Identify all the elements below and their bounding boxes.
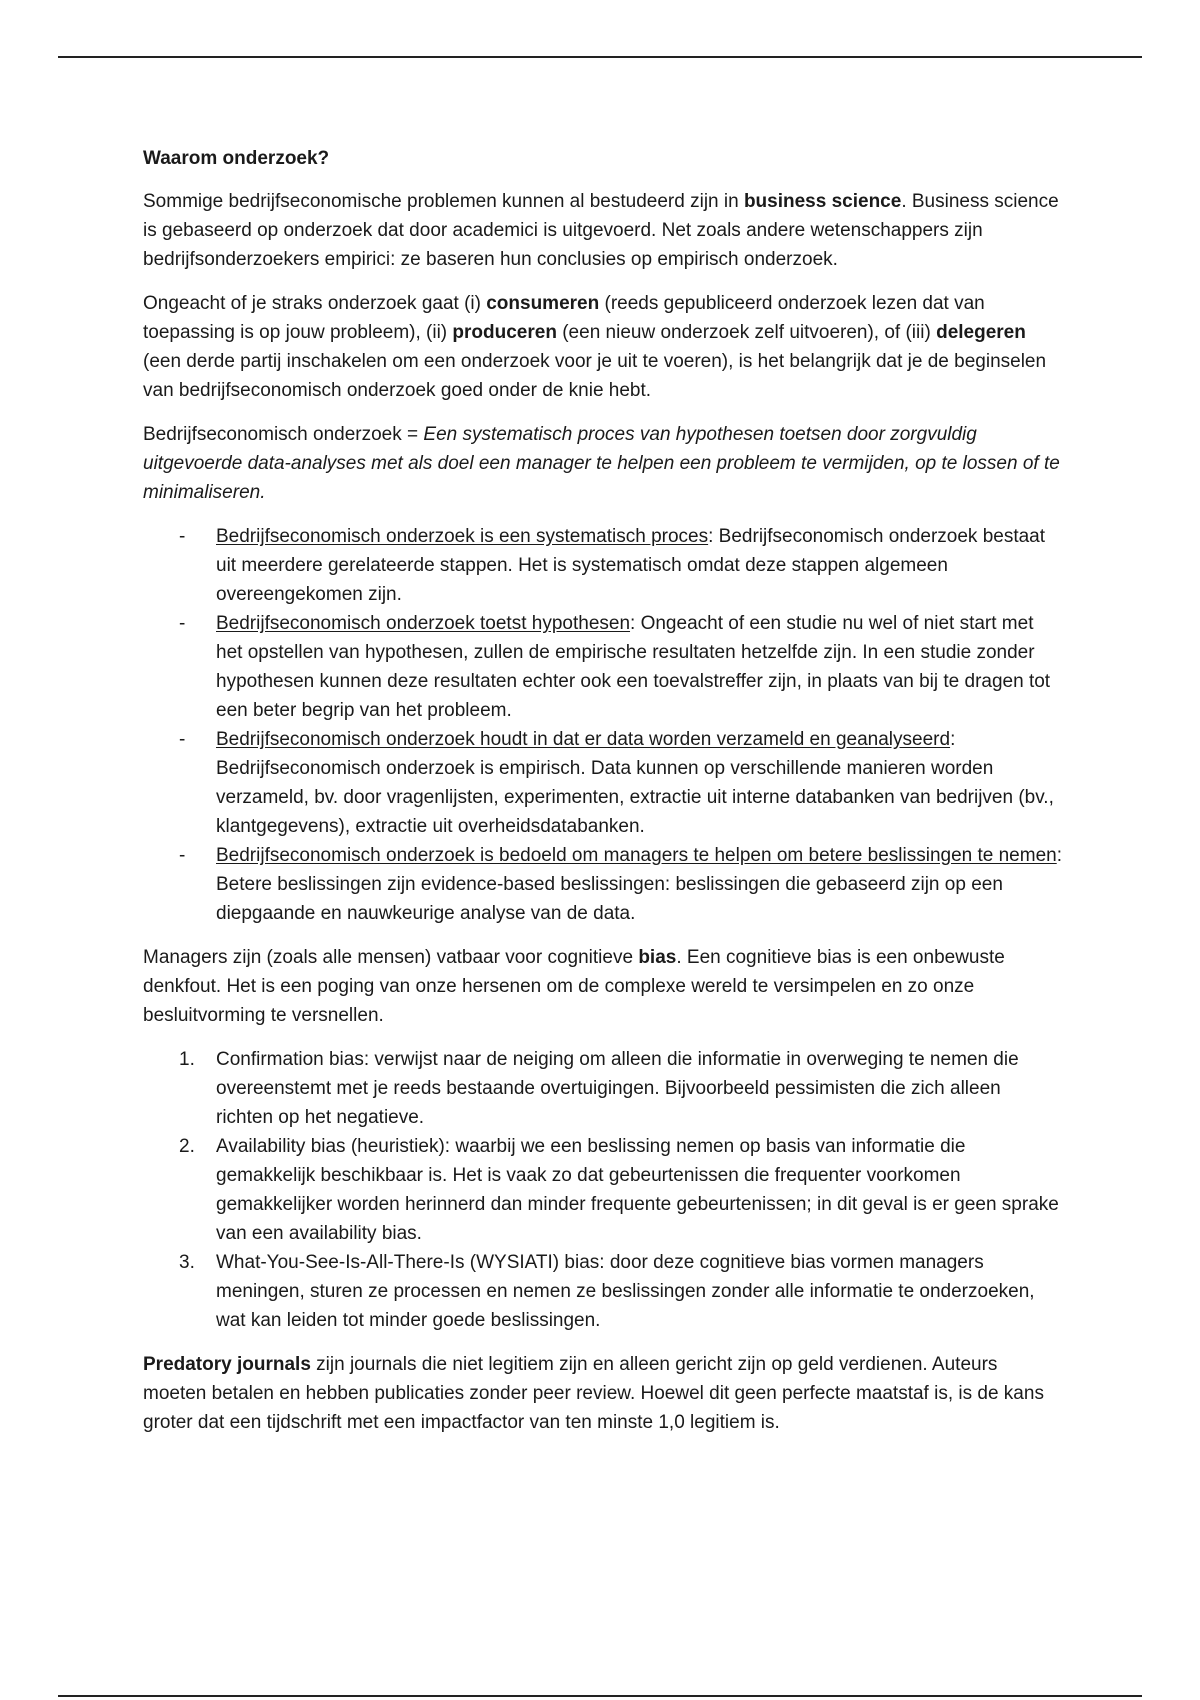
list-number: 1.: [179, 1049, 195, 1070]
bold-term: business science: [743, 191, 902, 212]
characteristics-list: [143, 522, 1063, 928]
text-run: (een nieuw onderzoek zelf uitvoeren), of (iii): [556, 322, 937, 343]
text-run: : Ongeacht of een studie nu wel of niet start met het opstellen van hypothesen, zullen de empirische resultaten hetzelfde zijn. In een studie zonder hypothesen kunnen deze resultaten echter ook een toevalstreffer zijn, in plaats van bij te dragen tot een beter begrip van het probleem.: [216, 613, 1051, 721]
underlined-term: Bedrijfseconomisch onderzoek toetst hypothesen: [216, 613, 631, 634]
underlined-term: Bedrijfseconomisch onderzoek houdt in dat er data worden verzameld en geanalyseerd: [216, 729, 951, 750]
document-page: [143, 144, 1063, 1452]
bold-term: delegeren: [936, 322, 1026, 343]
text-run: Managers zijn (zoals alle mensen) vatbaar voor cognitieve: [143, 947, 639, 968]
header-rule: [58, 56, 1142, 58]
list-number: 2.: [179, 1136, 195, 1157]
text-run: Sommige bedrijfseconomische problemen kunnen al bestudeerd zijn in: [143, 191, 744, 212]
list-item: [143, 841, 1063, 928]
underlined-term: Bedrijfseconomisch onderzoek is bedoeld om managers te helpen om betere beslissingen te nemen: [216, 845, 1057, 866]
list-number: 3.: [179, 1252, 195, 1273]
list-item: [143, 1248, 1063, 1335]
list-item: [143, 609, 1063, 725]
list-item: [143, 725, 1063, 841]
text-run: Availability bias (heuristiek): waarbij we een beslissing nemen op basis van informatie die gemakkelijk beschikbaar is. Het is vaak zo dat gebeurtenissen die frequenter voorkomen gemakkelijker worden herinnerd dan minder frequente gebeurtenissen; in dit geval is er geen sprake van een availability bias.: [216, 1136, 1059, 1244]
bold-term: produceren: [452, 322, 557, 343]
dash-bullet: -: [179, 845, 186, 866]
underlined-term: Bedrijfseconomisch onderzoek is een systematisch proces: [216, 526, 709, 547]
bold-term: consumeren: [486, 293, 600, 314]
text-run: : Bedrijfseconomisch onderzoek bestaat uit meerdere gerelateerde stappen. Het is systematisch omdat deze stappen algemeen overeengekomen zijn.: [216, 526, 1046, 605]
text-run: . Business science is gebaseerd op onderzoek dat door academici is uitgevoerd. Net zoals andere wetenschappers zijn bedrijfsonderzoekers empirici: ze baseren hun conclusies op empirisch onderzoek.: [143, 191, 1059, 270]
text-run: . Een cognitieve bias is een onbewuste denkfout. Het is een poging van onze hersenen om de complexe wereld te versimpelen en zo onze besluitvorming te versnellen.: [143, 947, 1005, 1026]
bias-list: [143, 1045, 1063, 1335]
bold-term: bias: [638, 947, 677, 968]
list-item: [143, 1132, 1063, 1248]
text-run: Bedrijfseconomisch onderzoek =: [143, 424, 424, 445]
paragraph-research-roles: [143, 289, 1063, 405]
dash-bullet: -: [179, 729, 186, 750]
text-run: Confirmation bias: verwijst naar de neiging om alleen die informatie in overweging te nemen die overeenstemt met je reeds bestaande overtuigingen. Bijvoorbeeld pessimisten die zich alleen richten op het negatieve.: [216, 1049, 1019, 1128]
dash-bullet: -: [179, 526, 186, 547]
paragraph-cognitive-bias: [143, 943, 1063, 1030]
dash-bullet: -: [179, 613, 186, 634]
paragraph-business-science: [143, 187, 1063, 274]
footer-rule: [58, 1695, 1142, 1697]
list-item: [143, 522, 1063, 609]
text-run: : Bedrijfseconomisch onderzoek is empirisch. Data kunnen op verschillende manieren worden verzameld, bv. door vragenlijsten, experimenten, extractie uit interne databanken van bedrijven (bv., klantgegevens), extractie uit overheidsdatabanken.: [216, 729, 1054, 837]
text-run: What-You-See-Is-All-There-Is (WYSIATI) bias: door deze cognitieve bias vormen managers meningen, sturen ze processen en nemen ze beslissingen zonder alle informatie te onderzoeken, wat kan leiden tot minder goede beslissingen.: [216, 1252, 1035, 1331]
section-heading: Waarom onderzoek?: [143, 148, 330, 169]
paragraph-predatory-journals: [143, 1350, 1063, 1437]
text-run: (een derde partij inschakelen om een onderzoek voor je uit te voeren), is het belangrijk dat je de beginselen van bedrijfseconomisch onderzoek goed onder de knie hebt.: [143, 351, 1047, 401]
text-run: : Betere beslissingen zijn evidence-based beslissingen: beslissingen die gebaseerd zijn op een diepgaande en nauwkeurige analyse van de data.: [216, 845, 1062, 924]
paragraph-definition: [143, 420, 1063, 507]
text-run: Ongeacht of je straks onderzoek gaat (i): [143, 293, 487, 314]
text-run: zijn journals die niet legitiem zijn en alleen gericht zijn op geld verdienen. Auteurs moeten betalen en hebben publicaties zonder peer review. Hoewel dit geen perfecte maatstaf is, is de kans groter dat een tijdschrift met een impactfactor van ten minste 1,0 legitiem is.: [143, 1354, 1044, 1433]
text-run: (reeds gepubliceerd onderzoek lezen dat van toepassing is op jouw probleem), (ii): [143, 293, 985, 343]
list-item: [143, 1045, 1063, 1132]
italic-definition: Een systematisch proces van hypothesen toetsen door zorgvuldig uitgevoerde data-analyses met als doel een manager te helpen een probleem te vermijden, op te lossen of te minimaliseren.: [143, 424, 1060, 503]
bold-term: Predatory journals: [143, 1354, 311, 1375]
